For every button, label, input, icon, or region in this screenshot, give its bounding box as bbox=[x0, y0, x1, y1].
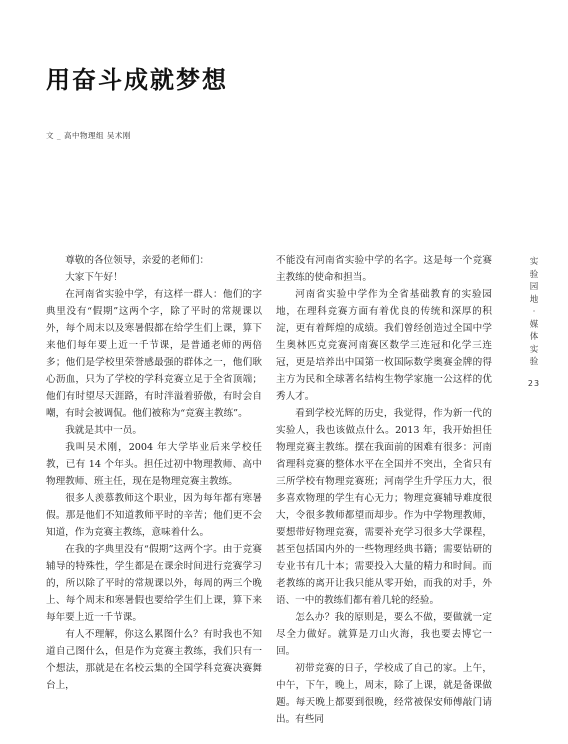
paragraph: 河南省实验中学作为全省基础教育的实验园地，在理科竞赛方面有着优良的传统和深厚的积淀，更有着辉煌的成绩。我们曾经创造过全国中学生奥林匹克竞赛河南赛区数学三连冠和化学三连冠，更是培养出中国第一枚国际数学奥赛金牌的得主方为民和全球著名结构生物学家施一公这样的优秀人才。 bbox=[276, 289, 492, 402]
sidebar-char: 地 bbox=[529, 294, 539, 305]
section-sidebar bbox=[526, 256, 542, 390]
sidebar-char: 媒 bbox=[529, 319, 539, 330]
paragraph: 在我的字典里没有“假期”这两个字。由于竞赛辅导的特殊性，学生都是在课余时间进行竞赛学习的，所以除了平时的常规课以外，每周的两三个晚上、每个周末和寒暑假也要给学生们上课，算下来每年要上近一千节课。 bbox=[46, 544, 262, 623]
sidebar-char: 实 bbox=[529, 344, 539, 355]
paragraph: 我就是其中一员。 bbox=[65, 425, 142, 436]
sidebar-char: 园 bbox=[529, 282, 539, 292]
article-byline: 文 _ 高中物理组 吴术刚 bbox=[46, 131, 131, 140]
left-text-column bbox=[46, 252, 262, 694]
paragraph: 怎么办？我的原则是，要么不做，要做就一定尽全力做好。就算是刀山火海，我也要去博它一回。 bbox=[276, 612, 492, 657]
article-title: 用奋斗成就梦想 bbox=[46, 66, 228, 94]
sidebar-char: 实 bbox=[529, 257, 539, 267]
paragraph: 在河南省实验中学，有这样一群人：他们的字典里没有“假期”这两个字，除了平时的常规课以外，每个周末以及寒暑假都在给学生们上课，算下来他们每年要上近一千节课，是普通老师的两倍多；他们是学校里荣誉感最强的群体之一，他们耿心沥血，只为了学校的学科竞赛立足于全省顶端；他们有时望尽天涯路，有时泮溢着骄傲，有时会自嘲，有时会被调侃。他们被称为“竞赛主教练”。 bbox=[46, 289, 262, 419]
paragraph: 初带竞赛的日子，学校成了自己的家。上午，中午，下午，晚上，周末，除了上课，就是备课做题。每天晚上都要到很晚，经常被保安师傅敲门请出。有些同 bbox=[276, 663, 492, 725]
paragraph: 很多人羡慕教师这个职业，因为每年都有寒暑假。那是他们不知道教师平时的辛苦；他们更不会知道，作为竞赛主教练，意味着什么。 bbox=[46, 493, 262, 538]
paragraph: 大家下午好！ bbox=[65, 272, 123, 283]
sidebar-char: 体 bbox=[529, 332, 539, 342]
paragraph: 看到学校光辉的历史，我觉得，作为新一代的实验人，我也该做点什么。2013 年，我开始担任物理竞赛主教练。摆在我面前的困难有很多：河南省理科竞赛的整体水平在全国并不突出，全省只有三所学校有物理竞赛班；河南学生升学压力大，很多喜欢物理的学生有心无力；物理竞赛辅导难度很大，令很多教师都望而却步。作为中学物理教师，要想带好物理竞赛，需要补充学习很多大学课程，甚至包括国内外的一些物理经典书籍；需要钻研的专业书有几十本；需要投入大量的精力和时间。而老教练的离开让我只能从零开始，而我的对手，外语、一中的教练们都有着几轮的经验。 bbox=[276, 408, 492, 606]
paragraph: 我叫吴术刚，2004 年大学毕业后来学校任教，已有 14 个年头。担任过初中物理教师、高中物理教师、班主任，现在是物理竞赛主教练。 bbox=[46, 442, 262, 487]
sidebar-char: · bbox=[532, 307, 536, 316]
paragraph: 有人不理解，你这么累图什么？有时我也不知道自己图什么，但是作为竞赛主教练，我们只有一个想法，那就是在名校云集的全国学科竞赛决赛舞台上， bbox=[46, 629, 262, 691]
paragraph: 尊敬的各位领导，亲爱的老师们： bbox=[65, 255, 210, 266]
right-text-column bbox=[276, 252, 492, 728]
sidebar-char: 验 bbox=[529, 357, 539, 367]
page-number: 23 bbox=[527, 378, 541, 388]
paragraph: 不能没有河南省实验中学的名字。这是每一个竞赛主教练的使命和担当。 bbox=[276, 255, 492, 283]
sidebar-char: 验 bbox=[529, 269, 539, 280]
